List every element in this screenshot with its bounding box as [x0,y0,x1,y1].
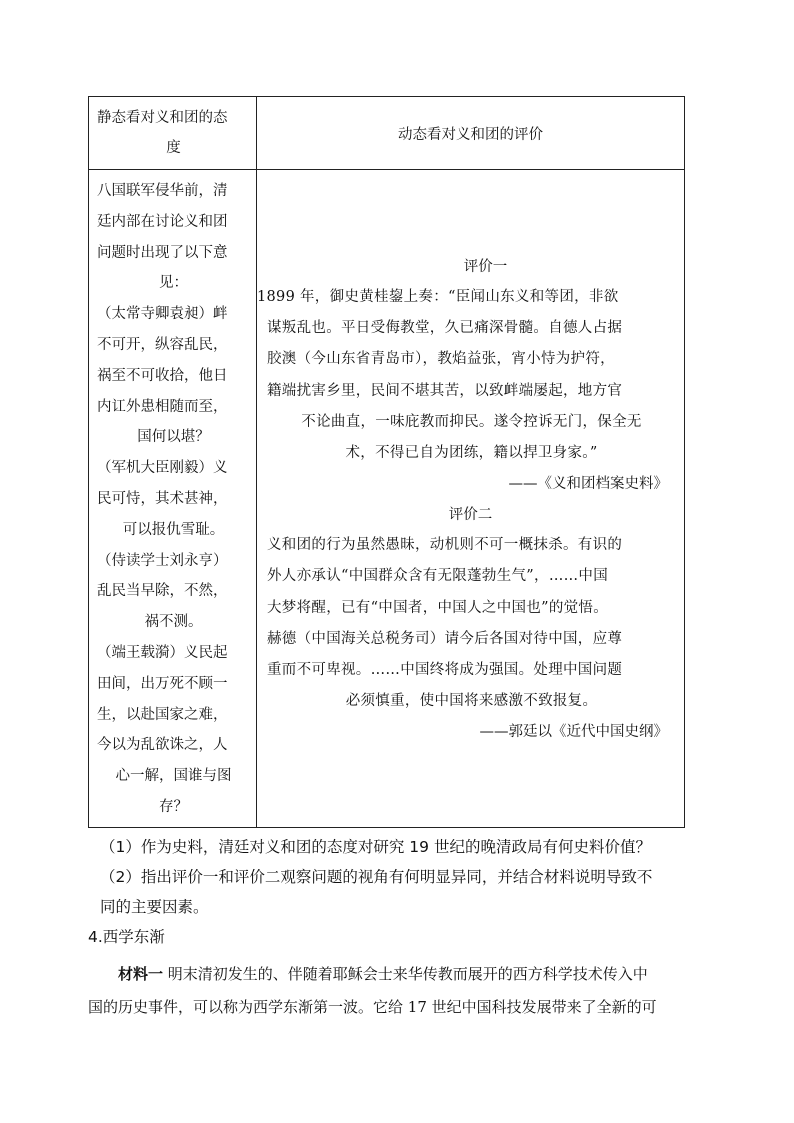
evaluation-one-quote [257,282,676,469]
header-static-view [89,97,257,170]
opinion-line: 今以为乱欲诛之，人 [97,737,228,754]
evaluation-one-title: 评价一 [463,259,508,275]
quote-line: 重而不可卑视。……中国终将成为强国。处理中国问题 [267,662,623,679]
opinion-line: 田间，出万死不顾一 [97,675,228,692]
quote-line: 胶澳（今山东省青岛市），教焰益张，宵小恃为护符， [267,351,615,368]
header-left-text-line1: 静态看对义和团的态 [97,110,228,126]
opinion-line: 祸不测。 [144,614,203,631]
evaluation-two-title: 评价二 [448,507,493,524]
table-body-row [89,170,685,828]
question-one: （1）作为史料，清廷对义和团的态度对研究 19 世纪的晚清政局有何史料价值？ [100,838,651,856]
opinion-line: （军机大臣刚毅）义 [97,460,228,477]
opinion-line: 内讧外患相随而至， [97,398,228,415]
opinion-line: （太常寺卿袁昶）衅 [97,306,228,323]
evaluation-two-source: ——郭廷以《近代中国史纲》 [479,724,668,741]
opinion-line: 生，以赴国家之难， [97,706,228,723]
opinion-line: 见： [159,275,188,292]
evaluations-cell [257,170,685,828]
material-one-line1 [88,958,696,991]
opinion-line: 祸至不可收拾，他日 [97,367,228,384]
header-dynamic-view: 动态看对义和团的评价 [257,97,685,170]
opinion-line: 廷内部在讨论义和团 [97,213,228,230]
section-heading: 4.西学东渐 [88,928,165,946]
qing-court-opinions [89,170,257,828]
quote-line: 1899 年，御史黄桂鋆上奏：“臣闻山东义和等团，非欲 [257,289,619,305]
opinion-line: 国何以堪？ [137,429,210,446]
opinion-line: 八国联军侵华前，清 [97,183,228,199]
quote-line: 外人亦承认“中国群众含有无限蓬勃生气”，……中国 [267,568,609,585]
evaluation-one-source: ——《义和团档案史料》 [508,476,668,493]
header-left-text-line2: 度 [166,140,181,156]
opinion-line: （侍读学士刘永亨） [97,552,228,569]
opinion-line: 不可开，纵容乱民， [97,336,228,353]
material-one-block [88,958,696,1024]
material-one-line2: 国的历史事件，可以称为西学东渐第一波。它给 17 世纪中国科技发展带来了全新的可 [88,998,657,1016]
opinion-line: 民可恃，其术甚神， [97,490,228,507]
opinion-line: （端王载漪）义民起 [97,644,228,661]
material-tag: 材料一 [118,965,164,983]
material-text: 明末清初发生的、伴随着耶稣会士来华传教而展开的西方科学技术传入中 [163,965,648,983]
quote-line: 术，不得已自为团练，籍以捍卫身家。” [345,445,598,462]
quote-line: 不论曲直，一味庇教而抑民。遂令控诉无门，保全无 [301,413,642,430]
opinion-line: 可以报仇雪耻。 [122,521,225,538]
opinion-line: 存？ [159,798,188,815]
question-two-line1: （2）指出评价一和评价二观察问题的视角有何明显异同，并结合材料说明导致不 [100,868,653,886]
opinion-line: 问题时出现了以下意 [97,244,228,261]
quote-line: 赫德（中国海关总税务司）请今后各国对待中国，应尊 [267,630,623,647]
table-header-row [89,97,685,170]
evaluation-two-quote [267,530,676,717]
quote-line: 必须慎重，使中国将来感激不致报复。 [345,693,598,710]
quote-line: 大梦将醒，已有“中国者，中国人之中国也”的觉悟。 [267,599,609,616]
quote-line: 籍端扰害乡里，民间不堪其苦，以致衅端屡起，地方官 [267,382,623,399]
quote-line: 义和团的行为虽然愚昧，动机则不可一概抹杀。有识的 [267,537,623,554]
quote-line: 谋叛乱也。平日受侮教堂，久已痛深骨髓。自德人占据 [267,320,623,337]
question-two-line2: 同的主要因素。 [100,898,209,916]
opinion-line: 心一解，国谁与图 [115,768,232,785]
comparison-table [88,96,685,828]
questions-block [100,832,700,922]
opinion-line: 乱民当早除，不然， [97,583,228,600]
